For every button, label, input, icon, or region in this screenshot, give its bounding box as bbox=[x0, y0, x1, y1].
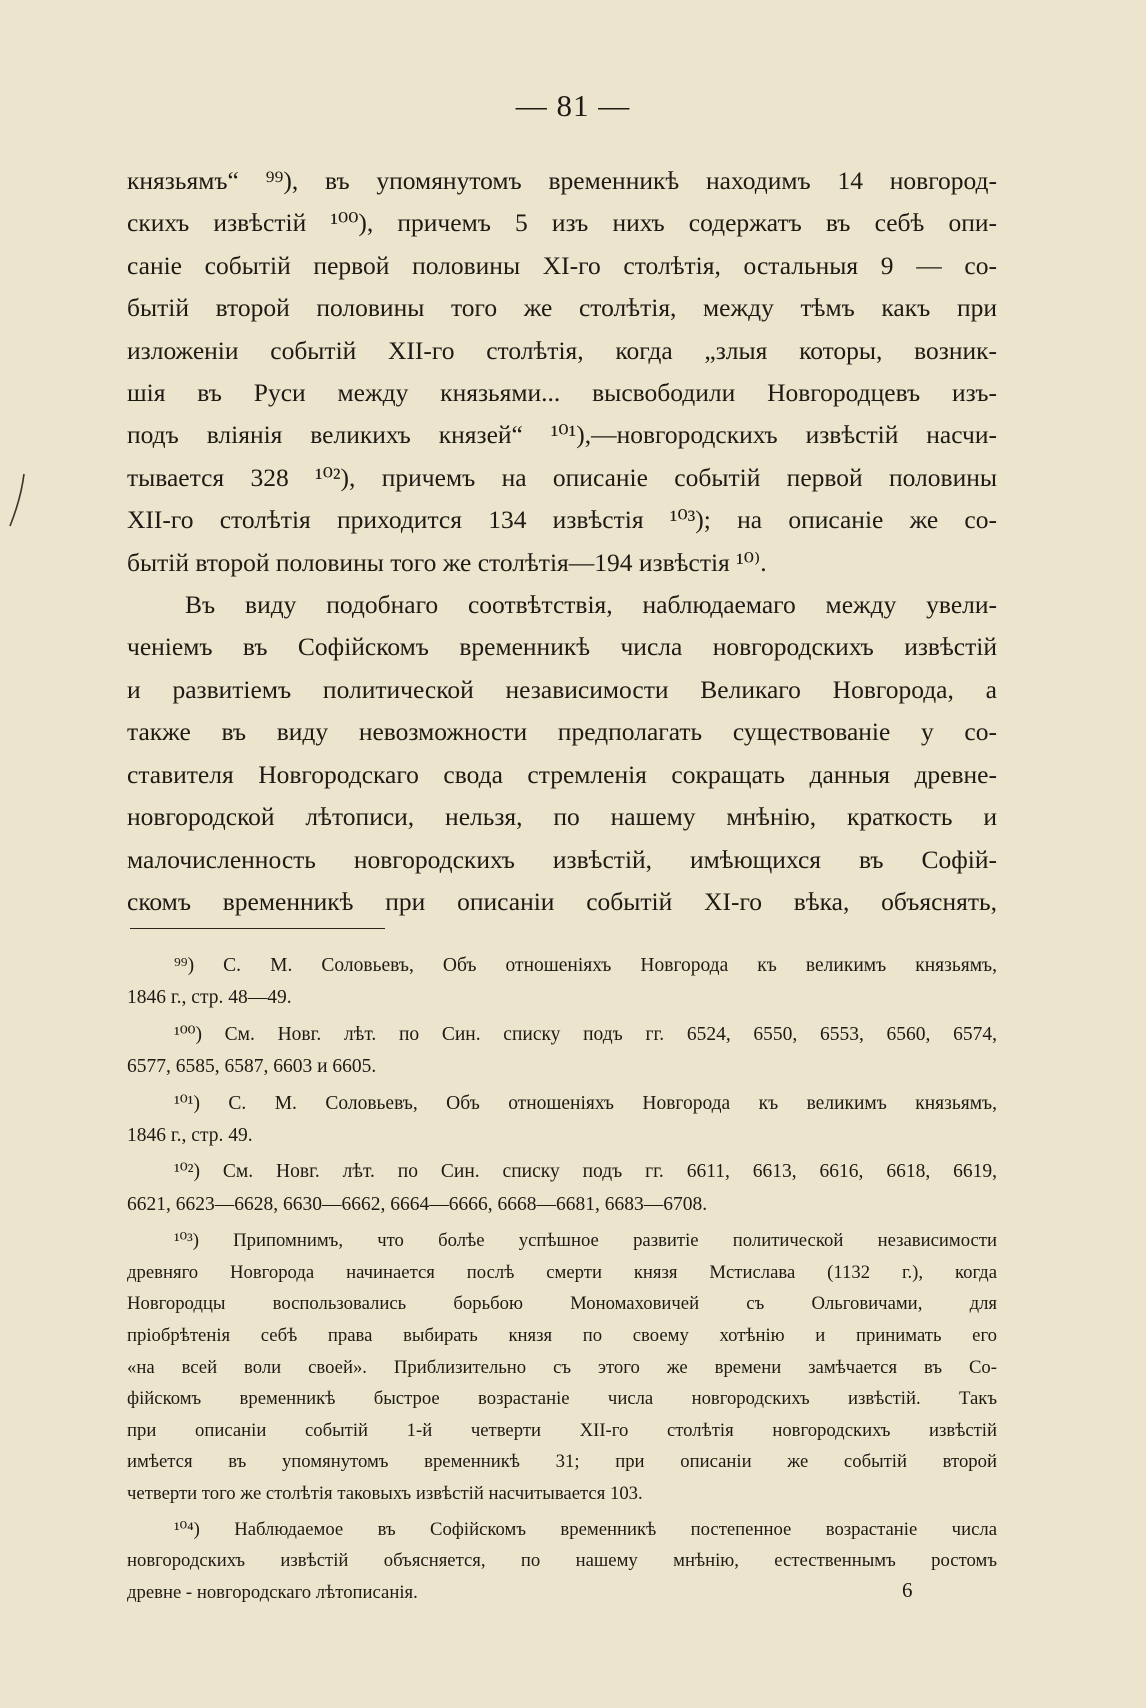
footnote-103 bbox=[127, 1225, 997, 1509]
footnote-line: Новгородцы воспользовались борьбою Мономаховичей съ Ольговичами, для bbox=[127, 1293, 997, 1315]
footnote-line: пріобрѣтенія себѣ права выбирать князя по своему хотѣнію и принимать его bbox=[127, 1325, 997, 1347]
text-line: также въ виду невозможности предполагать существованіе у со- bbox=[127, 717, 997, 747]
footnote-102 bbox=[127, 1156, 997, 1221]
footnote-line: древняго Новгорода начинается послѣ смерти князя Мстислава (1132 г.), когда bbox=[127, 1261, 997, 1283]
page-number: — 81 — bbox=[515, 88, 631, 123]
signature-mark: 6 bbox=[902, 1578, 913, 1602]
text-line: санiе событiй первой половины XI-го столѣтія, остальныя 9 — со- bbox=[127, 250, 997, 280]
footnote-line: древне - новгородскаго лѣтописанія. bbox=[127, 1581, 418, 1603]
footnote-line: 6621, 6623—6628, 6630—6662, 6664—6666, 6668—6681, 6683—6708. bbox=[127, 1193, 708, 1215]
footnote-separator bbox=[130, 928, 385, 929]
footnote-101 bbox=[127, 1088, 997, 1153]
footnote-99 bbox=[127, 950, 997, 1015]
footnote-line: 1846 г., стр. 49. bbox=[127, 1125, 253, 1147]
footnote-line: ¹⁰⁴) Наблюдаемое въ Софійскомъ временникѣ постепенное возрастаніе числа bbox=[174, 1518, 997, 1540]
text-line: малочисленность новгородскихъ извѣстій, имѣющихся въ Софій- bbox=[127, 844, 997, 874]
text-line: князьямъ“ ⁹⁹), въ упомянутомъ временникѣ находимъ 14 новгород- bbox=[127, 166, 997, 195]
text-line: скомъ временникѣ при описаніи событій XI-го вѣка, объяснять, bbox=[127, 886, 997, 916]
footnote-line: при описаніи событій 1-й четверти XII-го столѣтія новгородскихъ извѣстій bbox=[127, 1419, 997, 1441]
text-line: бытій второй половины того же столѣтія—194 извѣстія ¹⁰⁾. bbox=[127, 547, 767, 577]
footnote-line: 1846 г., стр. 48—49. bbox=[127, 987, 292, 1009]
text-line: Въ виду подобнаго соотвѣтствія, наблюдаемаго между увели- bbox=[185, 590, 997, 620]
text-line: новгородской лѣтописи, нельзя, по нашему мнѣнію, краткость и bbox=[127, 802, 997, 832]
text-line: и развитіемъ политической независимости Великаго Новгорода, а bbox=[127, 674, 997, 704]
footnote-line: «на всей воли своей». Приблизительно съ этого же времени замѣчается въ Со- bbox=[127, 1356, 997, 1378]
text-line: подъ вліянія великихъ князей“ ¹⁰¹),—новгородскихъ извѣстій насчи- bbox=[127, 420, 997, 450]
text-line: XII-го столѣтія приходится 134 извѣстія ¹⁰³); на описаніе же со- bbox=[127, 505, 997, 535]
text-line: шія въ Руси между князьями... высвободили Новгородцевъ изъ- bbox=[127, 378, 997, 408]
footnote-line: фійскомъ временникѣ быстрое возрастаніе числа новгородскихъ извѣстій. Такъ bbox=[127, 1388, 997, 1410]
footnote-line: ¹⁰¹) С. М. Соловьевъ, Объ отношеніяхъ Новгорода къ великимъ князьямъ, bbox=[174, 1092, 997, 1114]
footnote-line: ⁹⁹) С. М. Соловьевъ, Объ отношеніяхъ Новгорода къ великимъ князьямъ, bbox=[174, 955, 997, 976]
footnote-line: 6577, 6585, 6587, 6603 и 6605. bbox=[127, 1056, 377, 1078]
footnote-line: ¹⁰³) Припомнимъ, что болѣе успѣшное развитіе политической независимости bbox=[174, 1230, 997, 1252]
footnote-104 bbox=[127, 1514, 997, 1609]
footnote-line: ¹⁰⁰) См. Новг. лѣт. по Син. списку подъ гг. 6524, 6550, 6553, 6560, 6574, bbox=[174, 1023, 997, 1045]
footnote-line: четверти того же столѣтія таковыхъ извѣстій насчитывается 103. bbox=[127, 1483, 643, 1504]
text-line: ченіемъ въ Софійскомъ временникѣ числа новгородскихъ извѣстій bbox=[127, 632, 997, 662]
text-line: изложеніи событій XII-го столѣтія, когда „злыя которы, возник- bbox=[127, 335, 997, 365]
footnote-line: новгородскихъ извѣстій объясняется, по нашему мнѣнію, естественнымъ ростомъ bbox=[127, 1550, 997, 1572]
text-line: скихъ извѣстій ¹⁰⁰), причемъ 5 изъ нихъ содержатъ въ себѣ опи- bbox=[127, 208, 997, 238]
text-line: тывается 328 ¹⁰²), причемъ на описаніе событій первой половины bbox=[127, 462, 997, 492]
text-line: ставителя Новгородскаго свода стремленія сокращать данныя древне- bbox=[127, 759, 997, 789]
footnote-line: ¹⁰²) См. Новг. лѣт. по Син. списку подъ гг. 6611, 6613, 6616, 6618, 6619, bbox=[174, 1161, 997, 1183]
pencil-margin-mark bbox=[6, 470, 32, 530]
text-line: бытій второй половины того же столѣтія, между тѣмъ какъ при bbox=[127, 293, 997, 323]
footnotes bbox=[127, 950, 997, 1608]
main-text bbox=[127, 160, 997, 923]
footnote-line: имѣется въ упомянутомъ временникѣ 31; при описаніи же событій второй bbox=[127, 1451, 997, 1473]
footnote-100 bbox=[127, 1019, 997, 1084]
